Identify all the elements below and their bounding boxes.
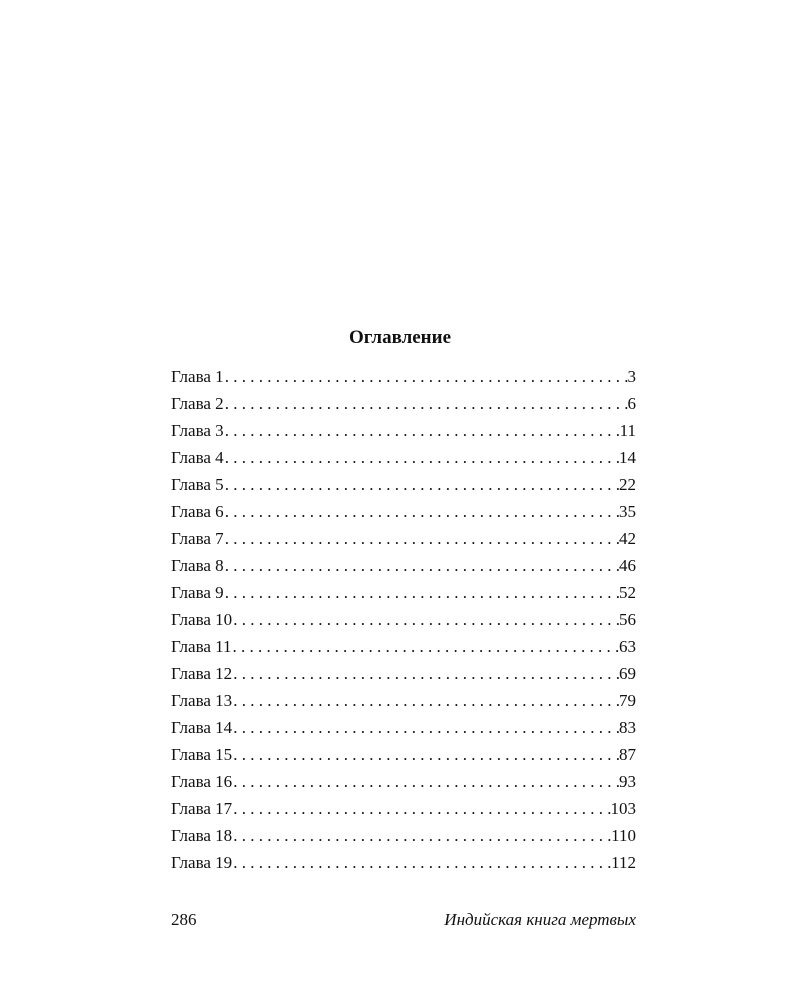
toc-dot-leader bbox=[225, 444, 619, 471]
toc-dot-leader bbox=[225, 471, 619, 498]
toc-entry bbox=[171, 498, 636, 525]
page-number: 286 bbox=[171, 910, 197, 929]
toc-entry-label: Глава 9 bbox=[171, 583, 224, 602]
toc-entry bbox=[171, 660, 636, 687]
toc-entry-page: 87 bbox=[619, 745, 636, 764]
toc-entry bbox=[171, 579, 636, 606]
table-of-contents bbox=[171, 363, 636, 876]
toc-entry-label: Глава 10 bbox=[171, 610, 233, 629]
toc-entry-page: 93 bbox=[619, 772, 636, 791]
toc-dot-leader bbox=[233, 714, 619, 741]
toc-entry-page: 63 bbox=[619, 637, 636, 656]
toc-entry bbox=[171, 444, 636, 471]
toc-entry-label: Глава 8 bbox=[171, 556, 224, 575]
toc-entry-page: 11 bbox=[619, 421, 636, 440]
page-title: Оглавление bbox=[348, 326, 452, 348]
toc-dot-leader bbox=[233, 687, 619, 714]
toc-entry-label: Глава 16 bbox=[171, 772, 233, 791]
toc-entry bbox=[171, 471, 636, 498]
toc-dot-leader bbox=[225, 498, 619, 525]
toc-entry-page: 112 bbox=[611, 853, 636, 872]
toc-dot-leader bbox=[233, 741, 619, 768]
toc-entry bbox=[171, 363, 636, 390]
toc-entry-page: 83 bbox=[619, 718, 636, 737]
toc-entry-label: Глава 7 bbox=[171, 529, 224, 548]
toc-entry-page: 69 bbox=[619, 664, 636, 683]
toc-dot-leader bbox=[225, 390, 628, 417]
toc-entry-label: Глава 18 bbox=[171, 826, 233, 845]
toc-entry-page: 110 bbox=[611, 826, 636, 845]
toc-entry bbox=[171, 390, 636, 417]
toc-entry bbox=[171, 822, 636, 849]
toc-dot-leader bbox=[233, 633, 619, 660]
toc-entry-label: Глава 12 bbox=[171, 664, 233, 683]
toc-entry-label: Глава 6 bbox=[171, 502, 224, 521]
toc-entry-page: 14 bbox=[619, 448, 636, 467]
toc-entry bbox=[171, 633, 636, 660]
toc-entry-label: Глава 13 bbox=[171, 691, 233, 710]
toc-entry bbox=[171, 687, 636, 714]
toc-entry-page: 79 bbox=[619, 691, 636, 710]
toc-dot-leader bbox=[233, 768, 619, 795]
toc-entry-label: Глава 1 bbox=[171, 367, 224, 386]
toc-dot-leader bbox=[233, 660, 619, 687]
toc-dot-leader bbox=[225, 417, 620, 444]
toc-entry bbox=[171, 768, 636, 795]
toc-entry bbox=[171, 714, 636, 741]
toc-entry-page: 22 bbox=[619, 475, 636, 494]
toc-dot-leader bbox=[225, 363, 628, 390]
toc-dot-leader bbox=[233, 822, 611, 849]
toc-entry-page: 46 bbox=[619, 556, 636, 575]
toc-entry-page: 3 bbox=[627, 367, 636, 386]
running-title: Индийская книга мертвых bbox=[444, 910, 636, 929]
toc-entry-label: Глава 3 bbox=[171, 421, 224, 440]
toc-dot-leader bbox=[225, 579, 619, 606]
toc-dot-leader bbox=[233, 606, 619, 633]
toc-entry-page: 56 bbox=[619, 610, 636, 629]
toc-entry-label: Глава 19 bbox=[171, 853, 233, 872]
toc-entry-label: Глава 14 bbox=[171, 718, 233, 737]
toc-entry bbox=[171, 741, 636, 768]
toc-entry-page: 6 bbox=[627, 394, 636, 413]
toc-entry bbox=[171, 552, 636, 579]
toc-entry-label: Глава 5 bbox=[171, 475, 224, 494]
toc-dot-leader bbox=[225, 552, 619, 579]
toc-dot-leader bbox=[225, 525, 619, 552]
toc-entry bbox=[171, 849, 636, 876]
toc-entry-label: Глава 2 bbox=[171, 394, 224, 413]
toc-dot-leader bbox=[233, 849, 611, 876]
toc-entry-label: Глава 4 bbox=[171, 448, 224, 467]
toc-entry-page: 52 bbox=[619, 583, 636, 602]
toc-entry bbox=[171, 606, 636, 633]
page-footer bbox=[171, 907, 636, 933]
toc-entry-page: 103 bbox=[610, 799, 636, 818]
toc-entry-page: 42 bbox=[619, 529, 636, 548]
toc-entry-label: Глава 17 bbox=[171, 799, 233, 818]
toc-entry-page: 35 bbox=[619, 502, 636, 521]
toc-entry-label: Глава 11 bbox=[171, 637, 232, 656]
toc-entry bbox=[171, 417, 636, 444]
toc-entry-label: Глава 15 bbox=[171, 745, 233, 764]
toc-entry bbox=[171, 525, 636, 552]
toc-dot-leader bbox=[233, 795, 610, 822]
toc-entry bbox=[171, 795, 636, 822]
